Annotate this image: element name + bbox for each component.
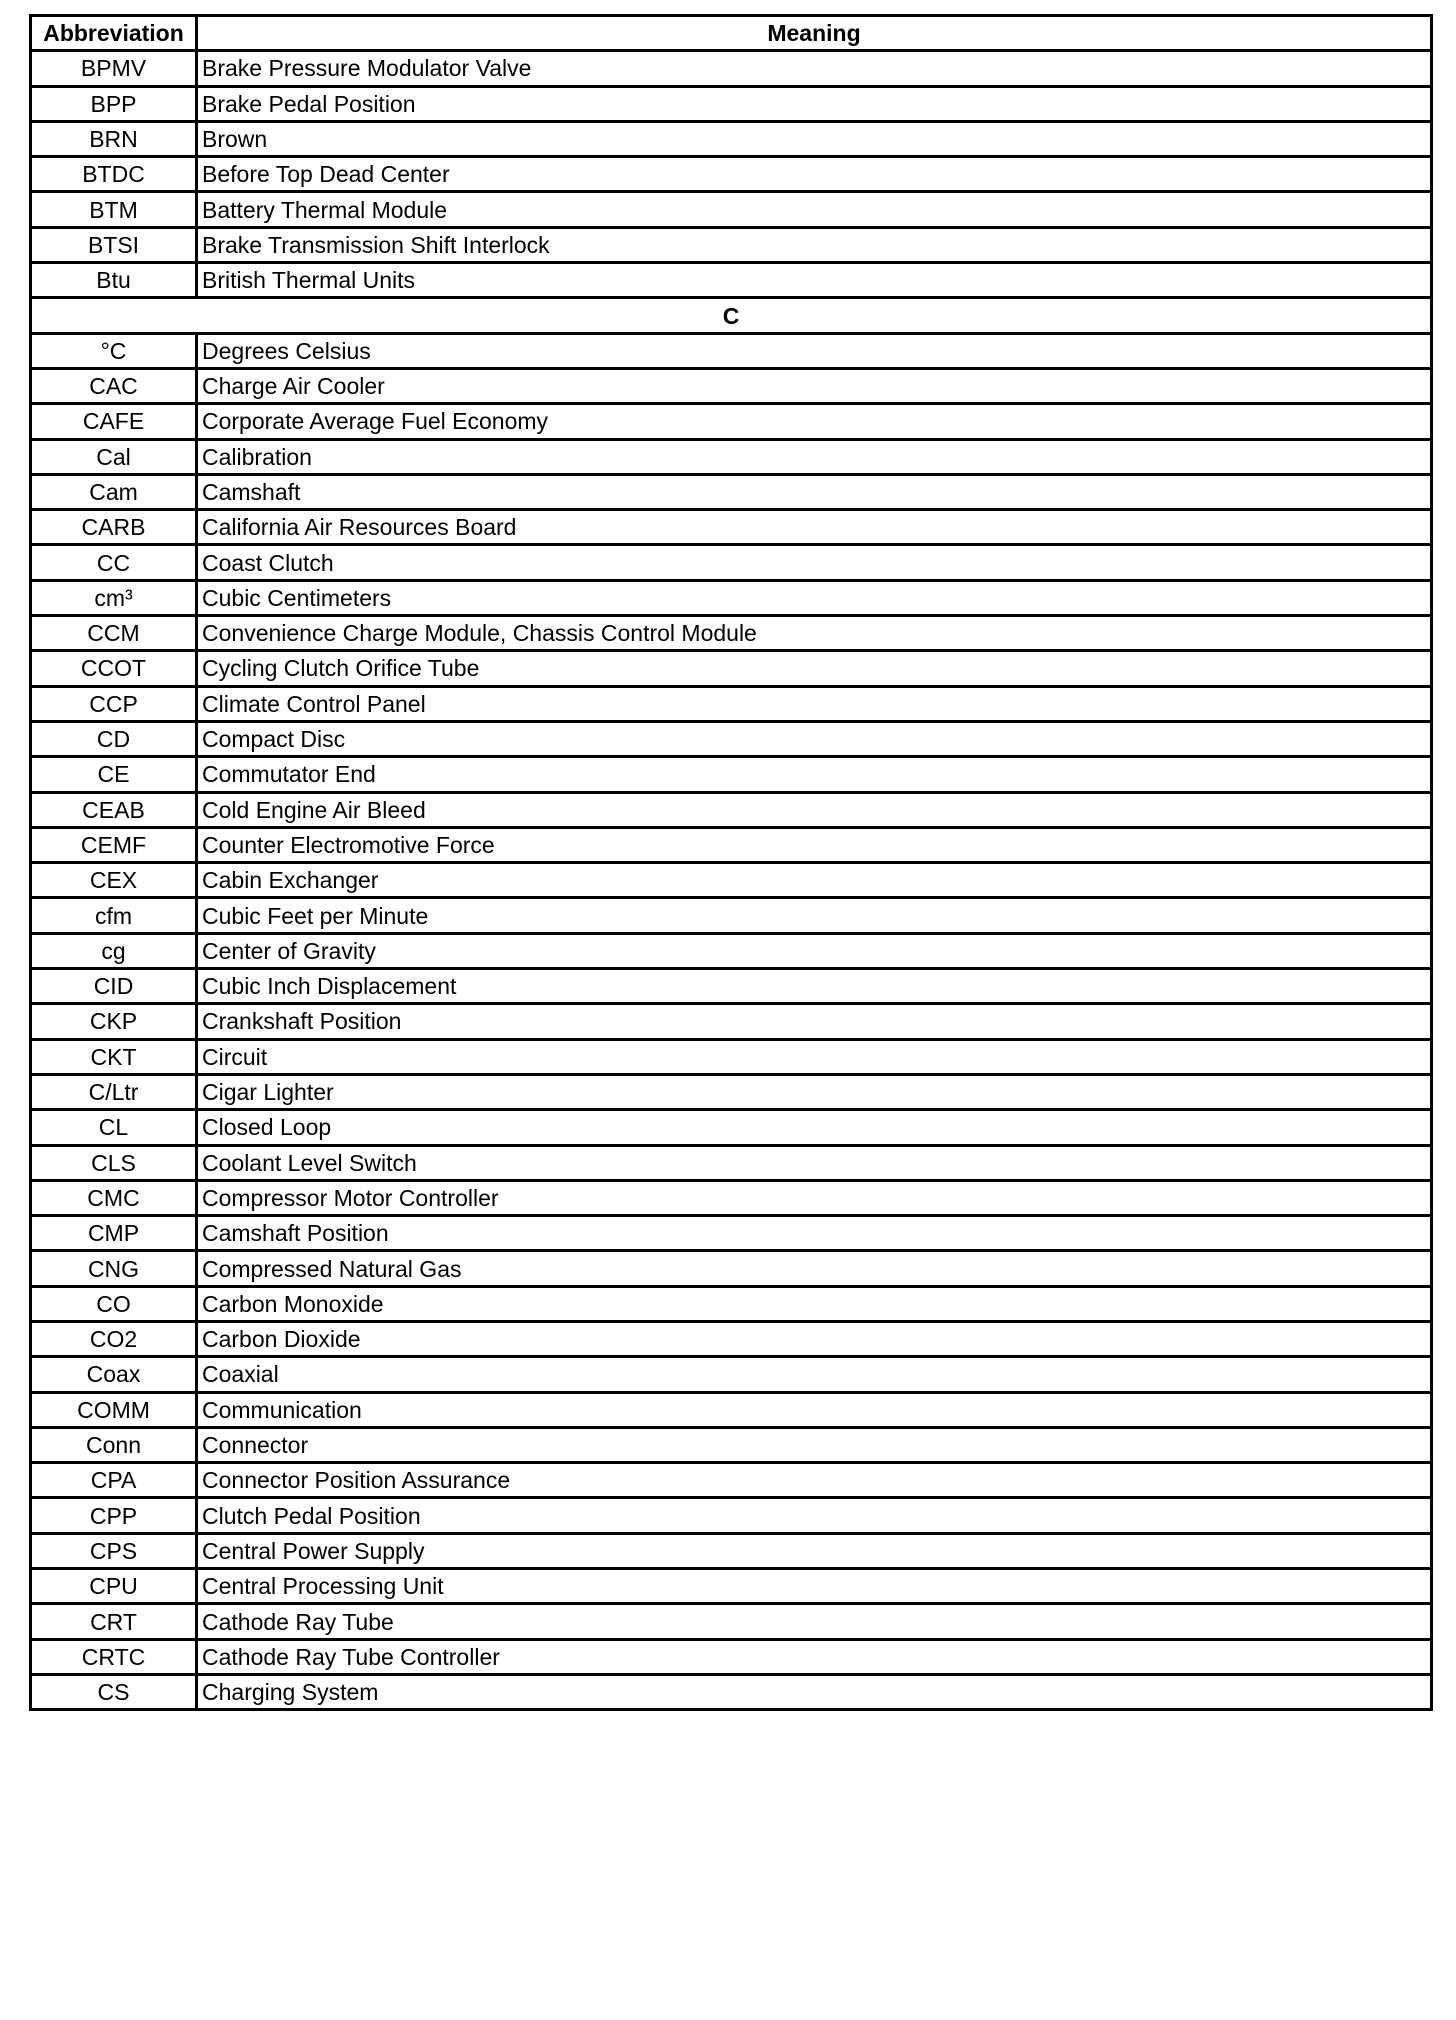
table-row xyxy=(31,1498,1432,1533)
abbreviation-cell: CKP xyxy=(31,1004,197,1039)
table-row xyxy=(31,616,1432,651)
table-row xyxy=(31,404,1432,439)
meaning-cell: Charging System xyxy=(197,1674,1432,1709)
table-row xyxy=(31,863,1432,898)
abbreviation-cell: CO xyxy=(31,1286,197,1321)
table-row xyxy=(31,969,1432,1004)
abbreviation-table xyxy=(29,14,1433,1711)
meaning-cell: Crankshaft Position xyxy=(197,1004,1432,1039)
meaning-cell: Cubic Inch Displacement xyxy=(197,969,1432,1004)
abbreviation-cell: cfm xyxy=(31,898,197,933)
meaning-cell: Closed Loop xyxy=(197,1110,1432,1145)
table-row xyxy=(31,1357,1432,1392)
meaning-cell: Camshaft xyxy=(197,474,1432,509)
table-row xyxy=(31,545,1432,580)
table-row xyxy=(31,827,1432,862)
abbreviation-cell: CEMF xyxy=(31,827,197,862)
table-row xyxy=(31,757,1432,792)
table-row xyxy=(31,1039,1432,1074)
abbreviation-cell: Btu xyxy=(31,263,197,298)
abbreviation-cell: BPP xyxy=(31,86,197,121)
meaning-cell: Cold Engine Air Bleed xyxy=(197,792,1432,827)
table-row xyxy=(31,1427,1432,1462)
meaning-cell: Cigar Lighter xyxy=(197,1074,1432,1109)
abbreviation-cell: CAFE xyxy=(31,404,197,439)
table-row xyxy=(31,721,1432,756)
meaning-cell: Before Top Dead Center xyxy=(197,157,1432,192)
meaning-cell: Brake Transmission Shift Interlock xyxy=(197,227,1432,262)
meaning-cell: Counter Electromotive Force xyxy=(197,827,1432,862)
abbreviation-cell: cg xyxy=(31,933,197,968)
meaning-cell: Cubic Centimeters xyxy=(197,580,1432,615)
abbreviation-cell: CC xyxy=(31,545,197,580)
table-row xyxy=(31,1392,1432,1427)
abbreviation-cell: CRTC xyxy=(31,1639,197,1674)
abbreviation-cell: CS xyxy=(31,1674,197,1709)
meaning-cell: Climate Control Panel xyxy=(197,686,1432,721)
abbreviation-cell: CEAB xyxy=(31,792,197,827)
abbreviation-cell: CPU xyxy=(31,1569,197,1604)
table-row xyxy=(31,1251,1432,1286)
table-row xyxy=(31,474,1432,509)
abbreviation-cell: CD xyxy=(31,721,197,756)
table-row xyxy=(31,157,1432,192)
table-row xyxy=(31,263,1432,298)
abbreviation-cell: CARB xyxy=(31,510,197,545)
abbreviation-cell: CCP xyxy=(31,686,197,721)
section-row xyxy=(31,298,1432,333)
table-row xyxy=(31,1180,1432,1215)
abbreviation-cell: BPMV xyxy=(31,51,197,86)
abbreviation-cell: CO2 xyxy=(31,1321,197,1356)
meaning-cell: Coast Clutch xyxy=(197,545,1432,580)
meaning-cell: Center of Gravity xyxy=(197,933,1432,968)
table-row xyxy=(31,1110,1432,1145)
abbreviation-cell: CKT xyxy=(31,1039,197,1074)
table-row xyxy=(31,1463,1432,1498)
column-header-abbreviation: Abbreviation xyxy=(31,16,197,51)
meaning-cell: Corporate Average Fuel Economy xyxy=(197,404,1432,439)
meaning-cell: Connector Position Assurance xyxy=(197,1463,1432,1498)
abbreviation-cell: CE xyxy=(31,757,197,792)
table-row xyxy=(31,510,1432,545)
section-heading: C xyxy=(31,298,1432,333)
meaning-cell: Brake Pedal Position xyxy=(197,86,1432,121)
abbreviation-cell: CEX xyxy=(31,863,197,898)
meaning-cell: Brown xyxy=(197,121,1432,156)
meaning-cell: Cathode Ray Tube xyxy=(197,1604,1432,1639)
table-row xyxy=(31,1604,1432,1639)
abbreviation-cell: °C xyxy=(31,333,197,368)
meaning-cell: Brake Pressure Modulator Valve xyxy=(197,51,1432,86)
table-row xyxy=(31,368,1432,403)
meaning-cell: Communication xyxy=(197,1392,1432,1427)
abbreviation-cell: CRT xyxy=(31,1604,197,1639)
table-row xyxy=(31,1674,1432,1709)
meaning-cell: Connector xyxy=(197,1427,1432,1462)
meaning-cell: Central Processing Unit xyxy=(197,1569,1432,1604)
table-row xyxy=(31,1216,1432,1251)
abbreviation-cell: BTDC xyxy=(31,157,197,192)
table-row xyxy=(31,651,1432,686)
abbreviation-cell: BTM xyxy=(31,192,197,227)
table-row xyxy=(31,933,1432,968)
table-body xyxy=(31,51,1432,1710)
meaning-cell: Central Power Supply xyxy=(197,1533,1432,1568)
table-row xyxy=(31,86,1432,121)
table-row xyxy=(31,333,1432,368)
abbreviation-cell: COMM xyxy=(31,1392,197,1427)
table-row xyxy=(31,1569,1432,1604)
meaning-cell: Degrees Celsius xyxy=(197,333,1432,368)
meaning-cell: Clutch Pedal Position xyxy=(197,1498,1432,1533)
table-row xyxy=(31,121,1432,156)
abbreviation-cell: BRN xyxy=(31,121,197,156)
table-row xyxy=(31,580,1432,615)
abbreviation-cell: BTSI xyxy=(31,227,197,262)
abbreviation-cell: CID xyxy=(31,969,197,1004)
abbreviation-cell: Conn xyxy=(31,1427,197,1462)
abbreviation-cell: CPA xyxy=(31,1463,197,1498)
table-row xyxy=(31,1533,1432,1568)
meaning-cell: British Thermal Units xyxy=(197,263,1432,298)
column-header-meaning: Meaning xyxy=(197,16,1432,51)
table-row xyxy=(31,686,1432,721)
abbreviation-cell: CPP xyxy=(31,1498,197,1533)
meaning-cell: Cubic Feet per Minute xyxy=(197,898,1432,933)
abbreviation-cell: Coax xyxy=(31,1357,197,1392)
abbreviation-cell: C/Ltr xyxy=(31,1074,197,1109)
abbreviation-cell: CNG xyxy=(31,1251,197,1286)
table-row xyxy=(31,51,1432,86)
table-row xyxy=(31,439,1432,474)
abbreviation-cell: CLS xyxy=(31,1145,197,1180)
meaning-cell: Coolant Level Switch xyxy=(197,1145,1432,1180)
meaning-cell: Cabin Exchanger xyxy=(197,863,1432,898)
abbreviation-cell: CPS xyxy=(31,1533,197,1568)
meaning-cell: Commutator End xyxy=(197,757,1432,792)
table-row xyxy=(31,1004,1432,1039)
meaning-cell: Camshaft Position xyxy=(197,1216,1432,1251)
table-header-row xyxy=(31,16,1432,51)
meaning-cell: Carbon Dioxide xyxy=(197,1321,1432,1356)
meaning-cell: Coaxial xyxy=(197,1357,1432,1392)
meaning-cell: Convenience Charge Module, Chassis Control Module xyxy=(197,616,1432,651)
meaning-cell: Carbon Monoxide xyxy=(197,1286,1432,1321)
table-row xyxy=(31,1145,1432,1180)
meaning-cell: Compressed Natural Gas xyxy=(197,1251,1432,1286)
table-row xyxy=(31,898,1432,933)
table-row xyxy=(31,792,1432,827)
abbreviation-cell: CCOT xyxy=(31,651,197,686)
meaning-cell: Cycling Clutch Orifice Tube xyxy=(197,651,1432,686)
meaning-cell: Cathode Ray Tube Controller xyxy=(197,1639,1432,1674)
table-row xyxy=(31,192,1432,227)
abbreviation-cell: Cam xyxy=(31,474,197,509)
meaning-cell: Compressor Motor Controller xyxy=(197,1180,1432,1215)
abbreviation-cell: cm³ xyxy=(31,580,197,615)
abbreviation-cell: Cal xyxy=(31,439,197,474)
table-row xyxy=(31,1286,1432,1321)
meaning-cell: Charge Air Cooler xyxy=(197,368,1432,403)
table-row xyxy=(31,1321,1432,1356)
table-row xyxy=(31,1074,1432,1109)
abbreviation-cell: CMC xyxy=(31,1180,197,1215)
abbreviation-cell: CMP xyxy=(31,1216,197,1251)
abbreviation-cell: CAC xyxy=(31,368,197,403)
meaning-cell: Calibration xyxy=(197,439,1432,474)
abbreviation-cell: CL xyxy=(31,1110,197,1145)
meaning-cell: Battery Thermal Module xyxy=(197,192,1432,227)
meaning-cell: Circuit xyxy=(197,1039,1432,1074)
meaning-cell: Compact Disc xyxy=(197,721,1432,756)
table-row xyxy=(31,227,1432,262)
table-row xyxy=(31,1639,1432,1674)
abbreviation-cell: CCM xyxy=(31,616,197,651)
meaning-cell: California Air Resources Board xyxy=(197,510,1432,545)
